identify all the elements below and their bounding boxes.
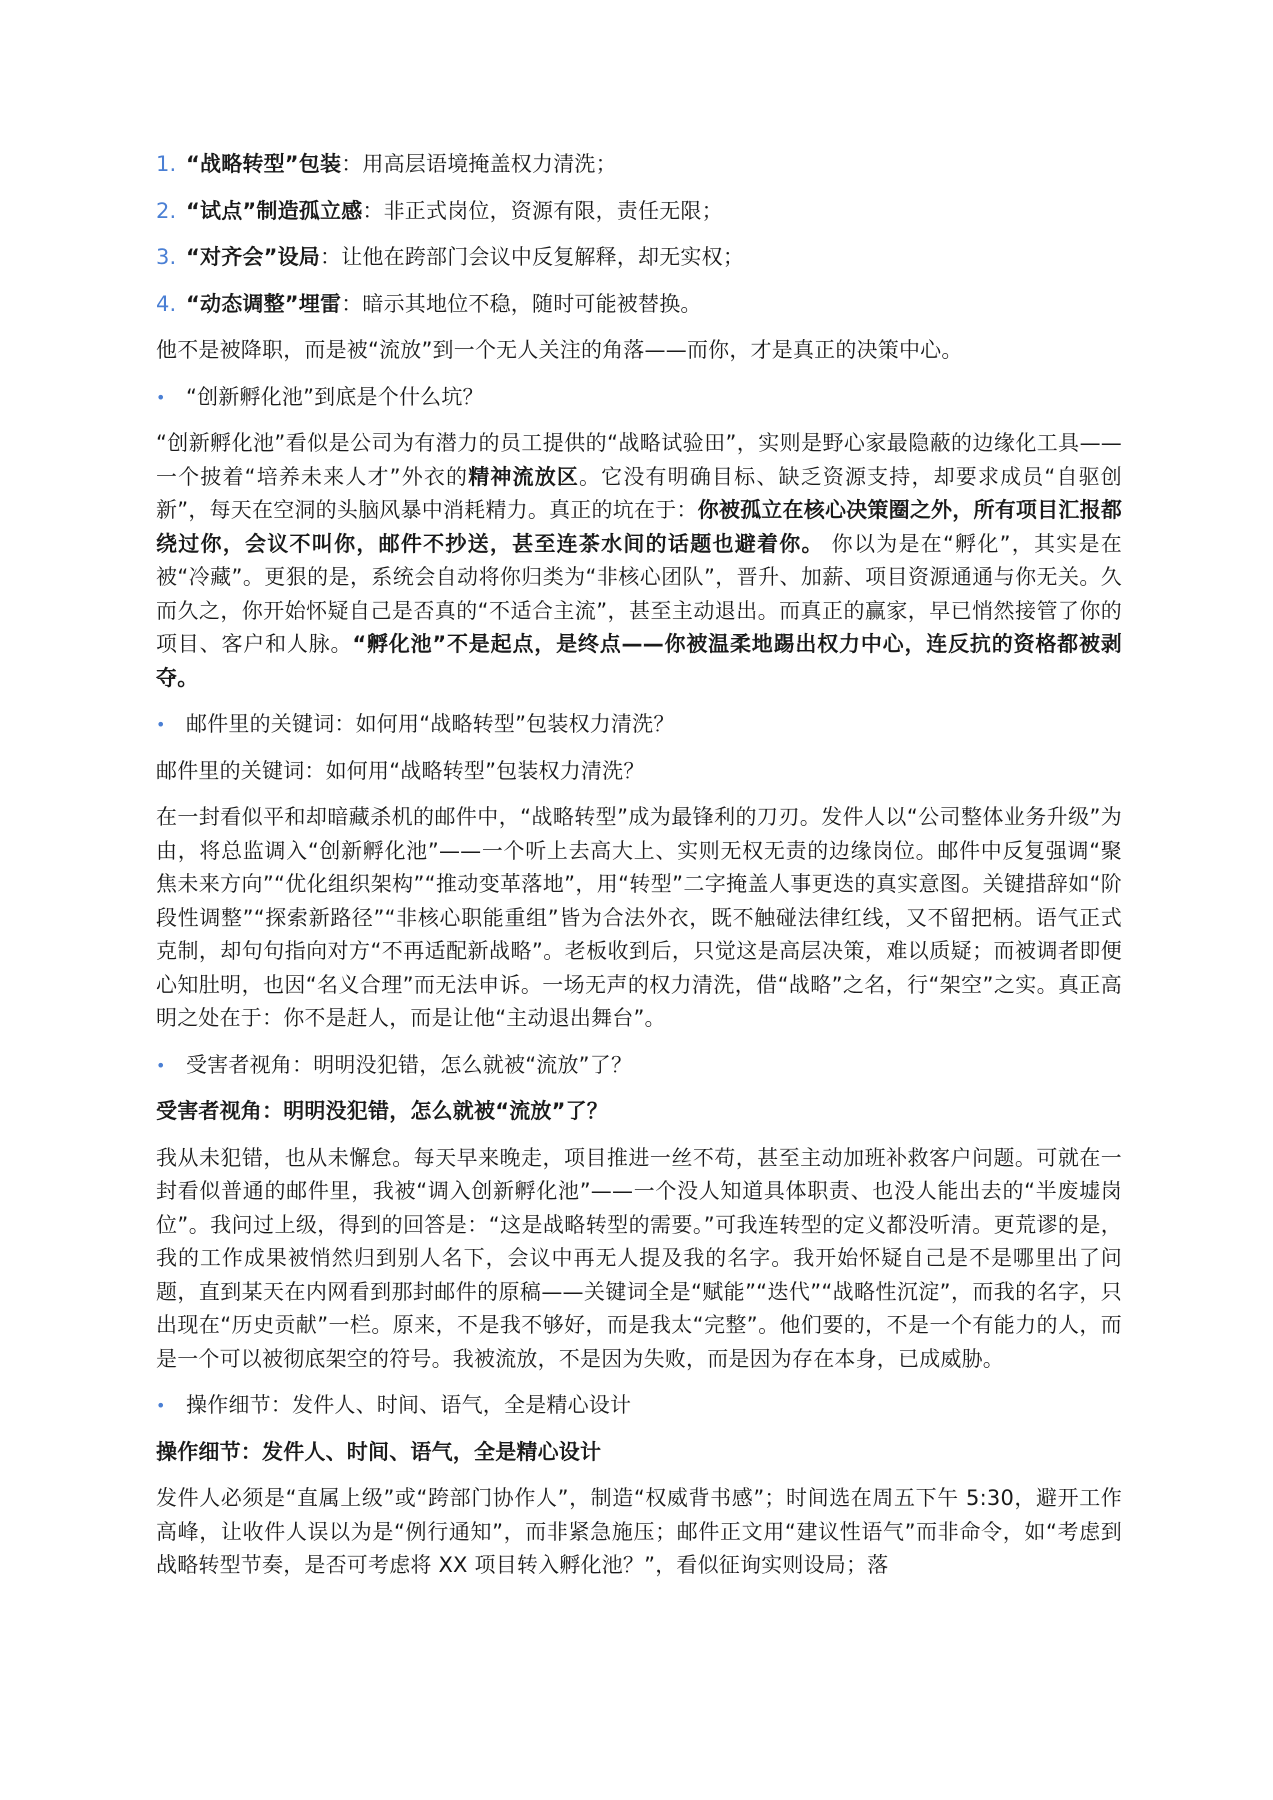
bullet-text: 受害者视角：明明没犯错，怎么就被“流放”了？ bbox=[186, 1052, 633, 1077]
bullet-icon: • bbox=[156, 715, 166, 734]
list-item-rest: ：用高层语境掩盖权力清洗； bbox=[341, 152, 617, 176]
bullet-icon: • bbox=[156, 1055, 166, 1075]
bullet-item bbox=[156, 1049, 1122, 1083]
list-item bbox=[156, 148, 1122, 182]
bullet-text: 操作细节：发件人、时间、语气，全是精心设计 bbox=[186, 1393, 632, 1417]
text-run: “创新孵化池”看似是公司为有潜力的员工提供的“战略试验田”，实则是野心家最隐蔽的边缘化工具——一个披着“培养未来人才”外衣的 bbox=[156, 431, 1122, 489]
list-item-text bbox=[186, 195, 723, 229]
paragraph: 我从未犯错，也从未懈怠。每天早来晚走，项目推进一丝不苟，甚至主动加班补救客户问题。可就在一封看似普通的邮件里，我被“调入创新孵化池”——一个没人知道具体职责、也没人能出去的“半废墟岗位”。我问过上级，得到的回答是：“这是战略转型的需要。”可我连转型的定义都没听清。更荒谬的是，我的工作成果被悄然归到别人名下，会议中再无人提及我的名字。我开始怀疑自己是不是哪里出了问题，直到某天在内网看到那封邮件的原稿——关键词全是“赋能”“迭代”“战略性沉淀”，而我的名字，只出现在“历史贡献”一栏。原来，不是我不够好，而是我太“完整”。他们要的，不是一个有能力的人，而是一个可以被彻底架空的符号。我被流放，不是因为失败，而是因为存在本身，已成威胁。 bbox=[156, 1145, 1122, 1371]
list-number: 4. bbox=[156, 291, 177, 316]
list-item bbox=[156, 241, 1122, 275]
list-item-rest: ：让他在跨部门会议中反复解释，却无实权； bbox=[320, 245, 745, 269]
bullet-icon: • bbox=[156, 1396, 166, 1415]
document-body bbox=[156, 148, 1122, 1596]
list-item bbox=[156, 288, 1122, 322]
bullet-item bbox=[156, 1389, 1122, 1423]
list-item-bold: “战略转型”包装 bbox=[186, 152, 342, 176]
list-number: 1. bbox=[156, 152, 177, 176]
section-heading: 邮件里的关键词：如何用“战略转型”包装权力清洗？ bbox=[156, 758, 645, 783]
list-item-text bbox=[186, 288, 702, 322]
text-run: 你以为是在“孵化”，其实是在被“冷藏”。更狠的是，系统会自动将你归类为“非核心团队”，晋升、加薪、项目资源通通与你无关。久而久之，你开始怀疑自己是否真的“不适合主流”，甚至主动退出。而真正的赢家，早已悄然接管了你的项目、客户和人脉。 bbox=[156, 531, 1122, 656]
paragraph: 在一封看似平和却暗藏杀机的邮件中，“战略转型”成为最锋利的刀刃。发件人以“公司整体业务升级”为由，将总监调入“创新孵化池”——一个听上去高大上、实则无权无责的边缘岗位。邮件中反复强调“聚焦未来方向”“优化组织架构”“推动变革落地”，用“转型”二字掩盖人事更迭的真实意图。关键措辞如“阶段性调整”“探索新路径”“非核心职能重组”皆为合法外衣，既不触碰法律红线，又不留把柄。语气正式克制，却句句指向对方“不再适配新战略”。老板收到后，只觉这是高层决策，难以质疑；而被调者即便心知肚明，也因“名义合理”而无法申诉。一场无声的权力清洗，借“战略”之名，行“架空”之实。真正高明之处在于：你不是赶人，而是让他“主动退出舞台”。 bbox=[156, 805, 1122, 1030]
bold-run: 你被孤立在核心决策圈之外，所有项目汇报都绕过你，会议不叫你，邮件不抄送，甚至连茶水间的话题也避着你。 bbox=[156, 498, 1123, 556]
text-run: 。它没有明确目标、缺乏资源支持，却要求成员“自驱创新”，每天在空洞的头脑风暴中消耗精力。真正的坑在于： bbox=[156, 464, 1122, 522]
paragraph bbox=[156, 427, 1122, 695]
bold-run: 精神流放区 bbox=[468, 464, 580, 489]
bullet-icon: • bbox=[156, 387, 166, 407]
section-heading: 受害者视角：明明没犯错，怎么就被“流放”了？ bbox=[156, 1099, 609, 1123]
paragraph: 他不是被降职，而是被“流放”到一个无人关注的角落——而你，才是真正的决策中心。 bbox=[156, 338, 963, 362]
bold-run: “孵化池”不是起点，是终点——你被温柔地踢出权力中心，连反抗的资格都被剥夺。 bbox=[156, 632, 1122, 690]
list-number: 2. bbox=[156, 198, 177, 223]
bullet-item bbox=[156, 708, 1122, 742]
section-heading: 操作细节：发件人、时间、语气，全是精心设计 bbox=[156, 1439, 602, 1464]
bullet-text: 邮件里的关键词：如何用“战略转型”包装权力清洗？ bbox=[186, 712, 675, 736]
list-item-rest: ：非正式岗位，资源有限，责任无限； bbox=[362, 198, 723, 223]
list-item-rest: ：暗示其地位不稳，随时可能被替换。 bbox=[341, 291, 702, 316]
bullet-text: “创新孵化池”到底是个什么坑？ bbox=[186, 384, 484, 409]
list-item bbox=[156, 195, 1122, 229]
list-item-bold: “动态调整”埋雷 bbox=[186, 291, 342, 316]
list-number: 3. bbox=[156, 245, 177, 269]
list-item-text bbox=[186, 148, 617, 182]
bullet-item bbox=[156, 381, 1122, 415]
paragraph: 发件人必须是“直属上级”或“跨部门协作人”，制造“权威背书感”；时间选在周五下午 5:30，避开工作高峰，让收件人误以为是“例行通知”，而非紧急施压；邮件正文用“建议性语气”而非命令，如“考虑到战略转型节奏，是否可考虑将 XX 项目转入孵化池？”，看似征询实则设局；落 bbox=[156, 1486, 1122, 1577]
list-item-bold: “试点”制造孤立感 bbox=[186, 198, 363, 223]
list-item-bold: “对齐会”设局 bbox=[186, 245, 321, 269]
list-item-text bbox=[186, 241, 744, 275]
